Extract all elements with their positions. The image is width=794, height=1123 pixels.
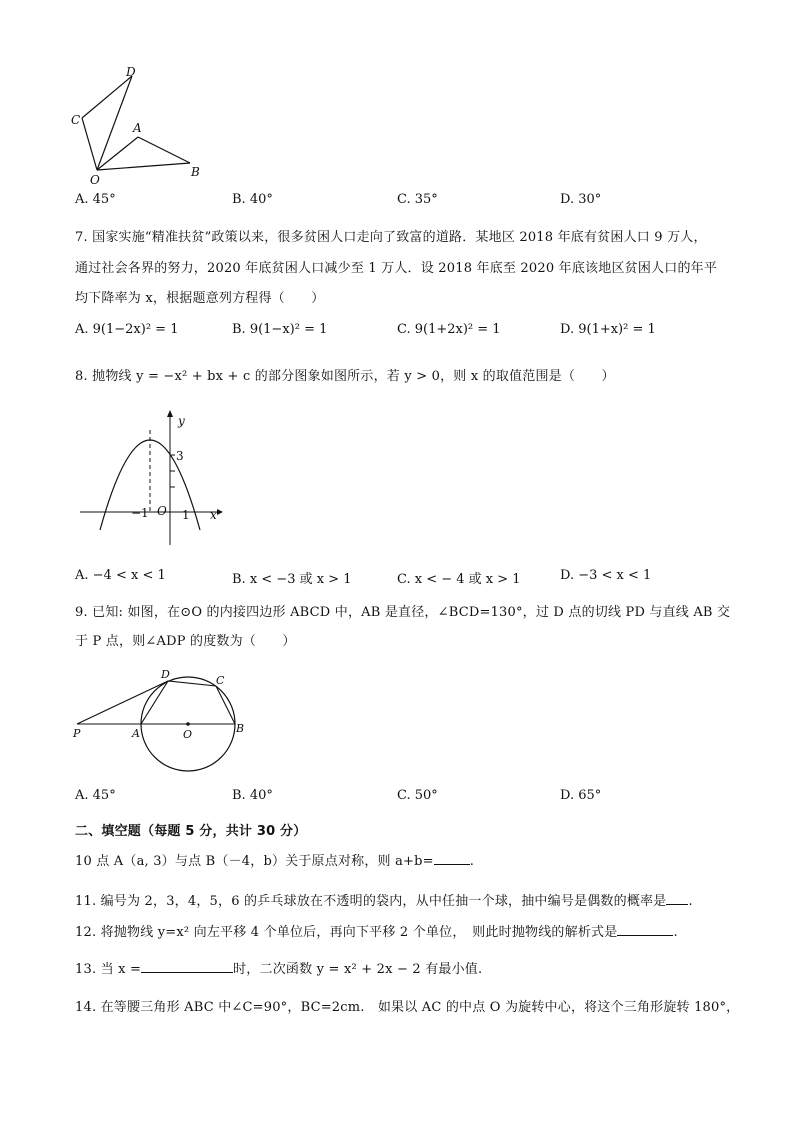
q13-post: 时，二次函数 y = x² + 2x − 2 有最小值. xyxy=(233,962,483,977)
q10-answer-blank[interactable] xyxy=(434,852,470,865)
q7-option-c[interactable]: C. 9(1+2x)² = 1 xyxy=(397,322,501,337)
q11-text: 11. 编号为 2，3，4，5，6 的乒乓球放在不透明的袋内，从中任抽一个球，抽中编号是偶数的概率是 xyxy=(75,894,667,909)
q10-end: . xyxy=(469,854,475,869)
q12-end: . xyxy=(673,925,678,940)
label-d: D xyxy=(161,668,170,681)
label-three: 3 xyxy=(176,449,184,463)
label-y: y xyxy=(178,414,185,428)
q13-answer-blank[interactable] xyxy=(141,960,233,973)
q8-option-d[interactable]: D. −3 < x < 1 xyxy=(560,568,652,583)
label-x: x xyxy=(210,508,217,522)
q9-option-c[interactable]: C. 50° xyxy=(397,788,438,803)
q8-stem: 8. 抛物线 y = −x² + bx + c 的部分图象如图所示，若 y > 0，则 x 的取值范围是（ ） xyxy=(75,369,615,384)
figure-q8-parabola xyxy=(75,405,225,550)
q13-pre: 13. 当 x = xyxy=(75,962,142,977)
figure-q9-circle xyxy=(65,660,255,778)
label-d: D xyxy=(126,65,136,79)
label-a: A xyxy=(133,121,142,135)
q11-end: . xyxy=(688,894,693,909)
x-axis-arrow xyxy=(217,509,223,515)
q12-answer-blank[interactable] xyxy=(617,923,673,936)
q7-option-b[interactable]: B. 9(1−x)² = 1 xyxy=(232,322,328,337)
q7-line-1: 7. 国家实施“精准扶贫”政策以来，很多贫困人口走向了致富的道路．某地区 2018 年底有贫困人口 9 万人， xyxy=(75,230,707,245)
label-a: A xyxy=(132,727,140,740)
q9-line-2: 于 P 点，则∠ADP 的度数为（ ） xyxy=(75,634,296,649)
label-minus-one: −1 xyxy=(131,506,149,520)
label-origin: O xyxy=(157,504,167,518)
q7-line-3: 均下降率为 x，根据题意列方程得（ ） xyxy=(75,291,325,306)
label-o: O xyxy=(90,173,100,185)
segment-ob xyxy=(97,163,190,170)
center-point xyxy=(186,722,190,726)
q9-option-a[interactable]: A. 45° xyxy=(75,788,116,803)
q9-option-d[interactable]: D. 65° xyxy=(560,788,602,803)
q7-line-2: 通过社会各界的努力，2020 年底贫困人口减少至 1 万人．设 2018 年底至 2020 年底该地区贫困人口的年平 xyxy=(75,261,718,276)
q9-option-b[interactable]: B. 40° xyxy=(232,788,273,803)
segment-oc xyxy=(82,118,97,170)
label-one: 1 xyxy=(182,508,190,522)
q7-option-d[interactable]: D. 9(1+x)² = 1 xyxy=(560,322,656,337)
q8-option-a[interactable]: A. −4 < x < 1 xyxy=(75,568,166,583)
segment-ab xyxy=(138,137,190,163)
q6-option-c[interactable]: C. 35° xyxy=(397,192,438,207)
q11-answer-blank[interactable] xyxy=(666,892,688,905)
q7-option-a[interactable]: A. 9(1−2x)² = 1 xyxy=(75,322,179,337)
q14-line: 14. 在等腰三角形 ABC 中∠C=90°，BC=2cm. 如果以 AC 的中点 O 为旋转中心，将这个三角形旋转 180°， xyxy=(75,1000,740,1015)
figure-q6-angles xyxy=(60,60,220,185)
label-b: B xyxy=(236,722,245,735)
y-axis-arrow xyxy=(167,410,173,417)
q6-option-d[interactable]: D. 30° xyxy=(560,192,602,207)
q8-option-c[interactable]: C. x < − 4 或 x > 1 xyxy=(397,572,521,587)
q6-option-a[interactable]: A. 45° xyxy=(75,192,116,207)
q8-option-b[interactable]: B. x < −3 或 x > 1 xyxy=(232,572,352,587)
q12-text: 12. 将抛物线 y=x² 向左平移 4 个单位后，再向下平移 2 个单位， 则此时抛物线的解析式是 xyxy=(75,925,618,940)
label-b: B xyxy=(191,165,200,179)
label-p: P xyxy=(73,727,81,740)
label-c: C xyxy=(71,113,81,127)
q6-option-b[interactable]: B. 40° xyxy=(232,192,273,207)
section-heading: 二、填空题（每题 5 分，共计 30 分） xyxy=(75,824,307,839)
q11-line xyxy=(75,890,693,909)
q10-line xyxy=(75,850,474,869)
q13-line xyxy=(75,958,482,977)
q9-line-1: 9. 已知: 如图，在⊙O 的内接四边形 ABCD 中，AB 是直径，∠BCD=130°，过 D 点的切线 PD 与直线 AB 交 xyxy=(75,605,731,620)
label-o: O xyxy=(183,728,193,741)
label-c: C xyxy=(216,674,225,687)
q10-text: 10 点 A（a, 3）与点 B（－4，b）关于原点对称，则 a+b= xyxy=(75,854,434,869)
q12-line xyxy=(75,921,678,940)
